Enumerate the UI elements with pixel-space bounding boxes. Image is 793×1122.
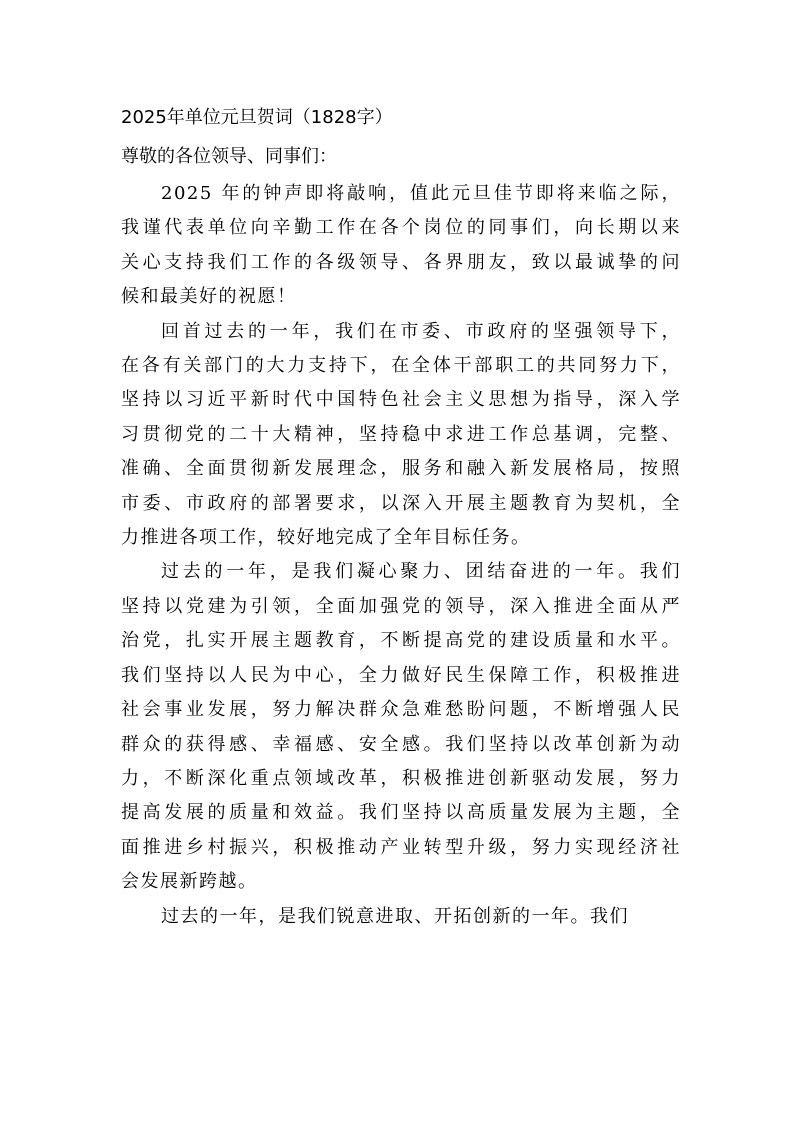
text-line: 治党，扎实开展主题教育，不断提高党的建设质量和水平。 xyxy=(121,630,681,652)
document-body xyxy=(121,177,681,934)
text-line: 回首过去的一年，我们在市委、市政府的坚强领导下， xyxy=(161,320,681,342)
text-line: 力推进各项工作，较好地完成了全年目标任务。 xyxy=(121,527,531,549)
text-line: 坚持以习近平新时代中国特色社会主义思想为指导，深入学 xyxy=(121,389,681,411)
text-line: 准确、全面贯彻新发展理念，服务和融入新发展格局，按照 xyxy=(121,458,681,480)
document-title: 2025年单位元旦贺词（1828字） xyxy=(121,107,393,128)
text-line: 过去的一年，是我们锐意进取、开拓创新的一年。我们 xyxy=(161,905,629,927)
salutation: 尊敬的各位领导、同事们： xyxy=(121,146,337,167)
text-line: 提高发展的质量和效益。我们坚持以高质量发展为主题，全 xyxy=(121,802,681,824)
text-line: 候和最美好的祝愿！ xyxy=(121,286,297,308)
paragraph xyxy=(121,177,681,315)
text-line: 面推进乡村振兴，积极推动产业转型升级，努力实现经济社 xyxy=(121,836,681,858)
paragraph xyxy=(121,555,681,899)
text-line: 会发展新跨越。 xyxy=(121,871,258,893)
text-line: 力，不断深化重点领域改革，积极推进创新驱动发展，努力 xyxy=(121,767,681,789)
text-line: 我谨代表单位向辛勤工作在各个岗位的同事们，向长期以来 xyxy=(121,217,681,239)
text-line: 市委、市政府的部署要求，以深入开展主题教育为契机，全 xyxy=(121,492,681,514)
text-line: 群众的获得感、幸福感、安全感。我们坚持以改革创新为动 xyxy=(121,733,681,755)
text-line: 社会事业发展，努力解决群众急难愁盼问题，不断增强人民 xyxy=(121,699,681,721)
text-line: 过去的一年，是我们凝心聚力、团结奋进的一年。我们 xyxy=(161,561,681,583)
text-line: 坚持以党建为引领，全面加强党的领导，深入推进全面从严 xyxy=(121,595,681,617)
text-line: 2025 年的钟声即将敲响，值此元旦佳节即将来临之际， xyxy=(161,183,681,204)
paragraph xyxy=(121,315,681,556)
text-line: 在各有关部门的大力支持下，在全体干部职工的共同努力下， xyxy=(121,355,681,377)
text-line: 关心支持我们工作的各级领导、各界朋友，致以最诚挚的问 xyxy=(121,251,681,273)
text-line: 习贯彻党的二十大精神，坚持稳中求进工作总基调，完整、 xyxy=(121,423,681,445)
text-line: 我们坚持以人民为中心，全力做好民生保障工作，积极推进 xyxy=(121,664,681,686)
paragraph xyxy=(121,900,681,934)
